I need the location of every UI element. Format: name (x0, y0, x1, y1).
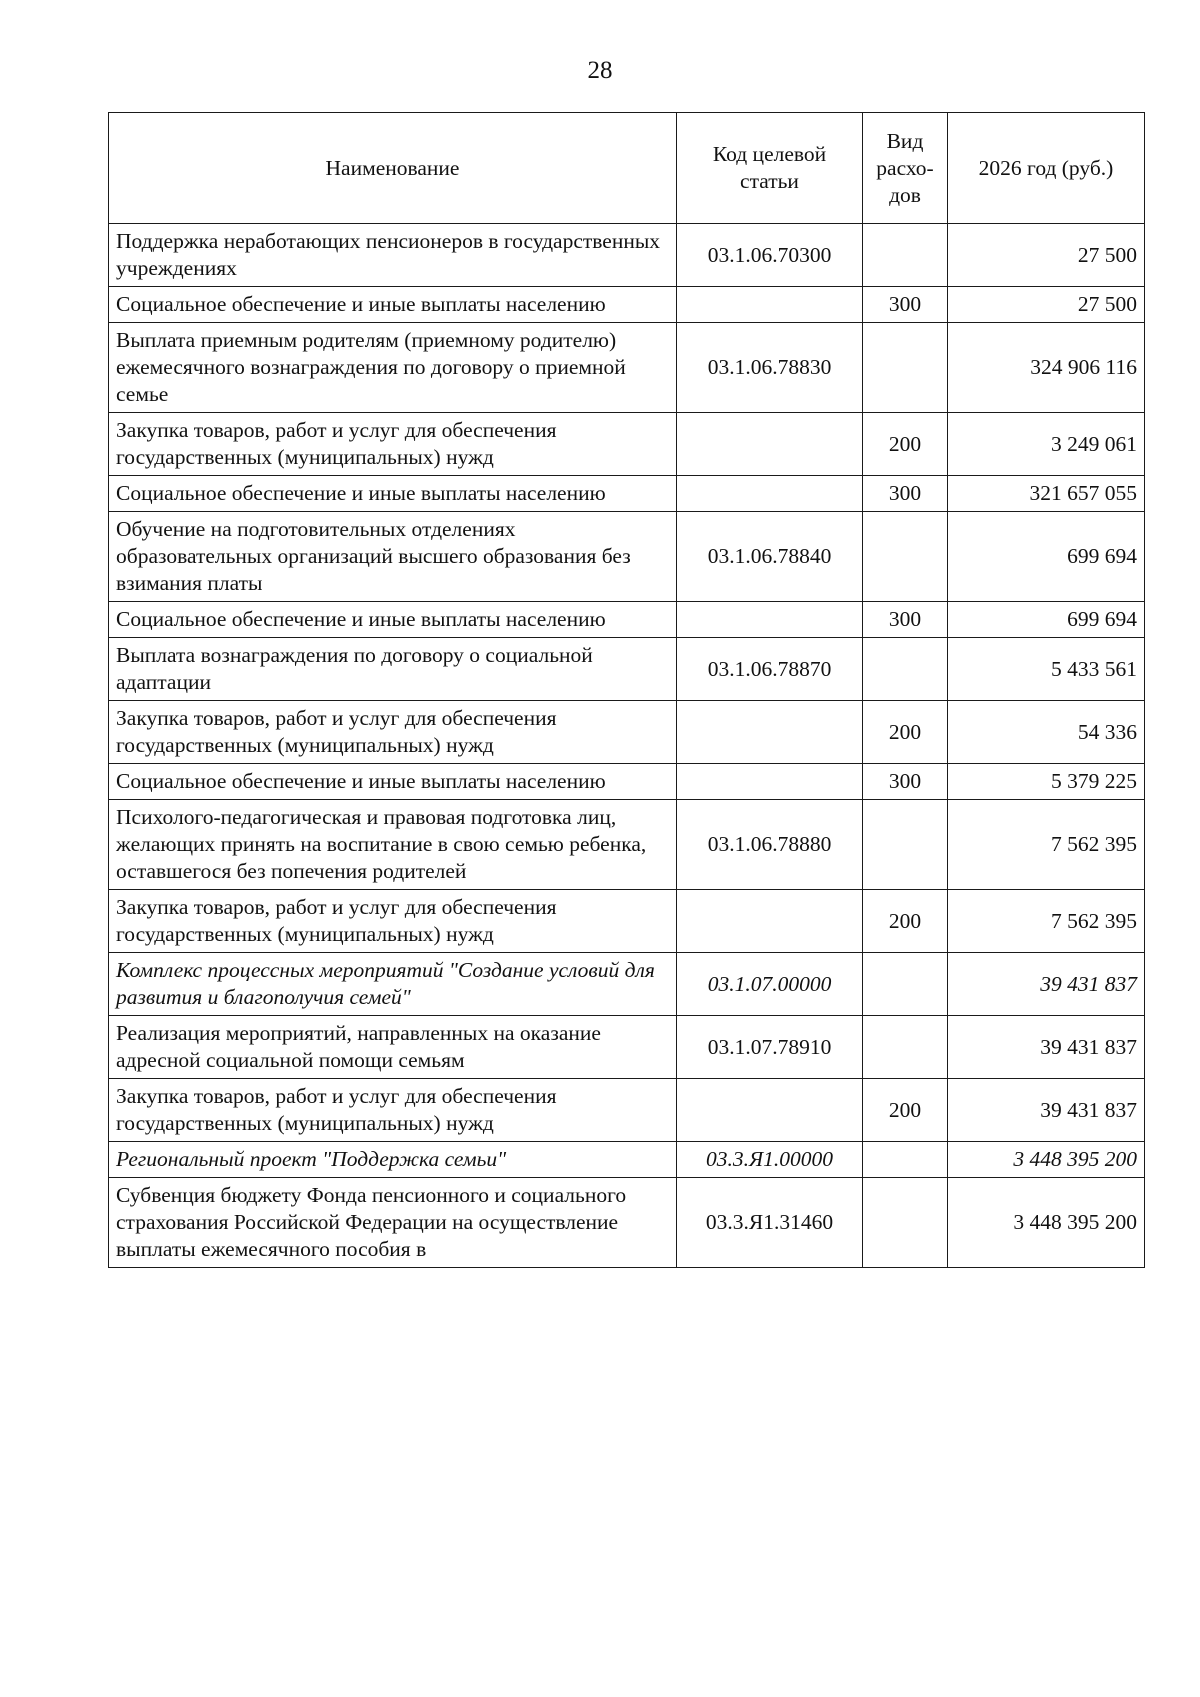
cell-code: 03.1.06.78840 (677, 512, 863, 602)
page-number: 28 (587, 57, 613, 84)
table-row (109, 1016, 1145, 1079)
cell-type: 200 (863, 413, 948, 476)
cell-name: Субвенция бюджету Фонда пенсионного и социального страхования Российской Федерации на осуществление выплаты ежемесячного пособия в (109, 1178, 677, 1268)
cell-type (863, 224, 948, 287)
table-row (109, 953, 1145, 1016)
cell-type: 300 (863, 476, 948, 512)
table-row (109, 1079, 1145, 1142)
cell-name: Социальное обеспечение и иные выплаты населению (109, 476, 677, 512)
header-row (109, 113, 1145, 224)
cell-name: Закупка товаров, работ и услуг для обеспечения государственных (муниципальных) нужд (109, 413, 677, 476)
cell-type (863, 323, 948, 413)
cell-name: Выплата вознаграждения по договору о социальной адаптации (109, 638, 677, 701)
cell-type (863, 512, 948, 602)
cell-name: Социальное обеспечение и иные выплаты населению (109, 764, 677, 800)
table-row (109, 1178, 1145, 1268)
cell-code: 03.1.06.78830 (677, 323, 863, 413)
cell-sum: 27 500 (948, 224, 1145, 287)
cell-type (863, 800, 948, 890)
cell-type (863, 953, 948, 1016)
cell-type: 300 (863, 764, 948, 800)
cell-name: Поддержка неработающих пенсионеров в государственных учреждениях (109, 224, 677, 287)
table-header (109, 113, 1145, 224)
cell-code (677, 701, 863, 764)
cell-type (863, 1142, 948, 1178)
cell-name: Социальное обеспечение и иные выплаты населению (109, 287, 677, 323)
cell-sum: 39 431 837 (948, 953, 1145, 1016)
cell-sum: 324 906 116 (948, 323, 1145, 413)
cell-type (863, 1016, 948, 1079)
cell-type: 300 (863, 287, 948, 323)
cell-type: 300 (863, 602, 948, 638)
header-name: Наименование (109, 113, 677, 224)
table-row (109, 800, 1145, 890)
cell-code (677, 602, 863, 638)
cell-type: 200 (863, 701, 948, 764)
cell-sum: 3 448 395 200 (948, 1142, 1145, 1178)
cell-name: Обучение на подготовительных отделениях образовательных организаций высшего образования без взимания платы (109, 512, 677, 602)
table-row (109, 602, 1145, 638)
cell-sum: 3 249 061 (948, 413, 1145, 476)
table-row (109, 701, 1145, 764)
cell-sum: 39 431 837 (948, 1016, 1145, 1079)
cell-name: Комплекс процессных мероприятий "Создание условий для развития и благополучия семей" (109, 953, 677, 1016)
cell-code (677, 764, 863, 800)
cell-code (677, 413, 863, 476)
cell-name: Закупка товаров, работ и услуг для обеспечения государственных (муниципальных) нужд (109, 701, 677, 764)
cell-code: 03.1.06.78870 (677, 638, 863, 701)
cell-code (677, 476, 863, 512)
cell-type: 200 (863, 890, 948, 953)
cell-name: Социальное обеспечение и иные выплаты населению (109, 602, 677, 638)
table-row (109, 413, 1145, 476)
cell-type (863, 1178, 948, 1268)
cell-code: 03.1.07.78910 (677, 1016, 863, 1079)
table-row (109, 512, 1145, 602)
table-row (109, 224, 1145, 287)
cell-name: Выплата приемным родителям (приемному родителю) ежемесячного вознаграждения по договору о приемной семье (109, 323, 677, 413)
table-row (109, 323, 1145, 413)
cell-sum: 699 694 (948, 512, 1145, 602)
cell-code (677, 890, 863, 953)
cell-sum: 5 379 225 (948, 764, 1145, 800)
cell-name: Закупка товаров, работ и услуг для обеспечения государственных (муниципальных) нужд (109, 890, 677, 953)
cell-sum: 321 657 055 (948, 476, 1145, 512)
cell-name: Психолого-педагогическая и правовая подготовка лиц, желающих принять на воспитание в свою семью ребенка, оставшегося без попечения родителей (109, 800, 677, 890)
cell-sum: 54 336 (948, 701, 1145, 764)
cell-code (677, 287, 863, 323)
cell-sum: 699 694 (948, 602, 1145, 638)
cell-name: Реализация мероприятий, направленных на оказание адресной социальной помощи семьям (109, 1016, 677, 1079)
cell-code: 03.1.06.70300 (677, 224, 863, 287)
header-sum: 2026 год (руб.) (948, 113, 1145, 224)
cell-sum: 5 433 561 (948, 638, 1145, 701)
cell-type (863, 638, 948, 701)
cell-sum: 3 448 395 200 (948, 1178, 1145, 1268)
table-row (109, 476, 1145, 512)
cell-name: Региональный проект "Поддержка семьи" (109, 1142, 677, 1178)
header-code: Код целевой статьи (677, 113, 863, 224)
table-row (109, 638, 1145, 701)
cell-code: 03.3.Я1.00000 (677, 1142, 863, 1178)
cell-code (677, 1079, 863, 1142)
header-type: Вид расхо-дов (863, 113, 948, 224)
cell-sum: 7 562 395 (948, 800, 1145, 890)
table-row (109, 287, 1145, 323)
budget-table (108, 112, 1145, 1268)
cell-sum: 27 500 (948, 287, 1145, 323)
table-row (109, 764, 1145, 800)
cell-name: Закупка товаров, работ и услуг для обеспечения государственных (муниципальных) нужд (109, 1079, 677, 1142)
cell-code: 03.3.Я1.31460 (677, 1178, 863, 1268)
table-body (109, 224, 1145, 1268)
table-row (109, 890, 1145, 953)
cell-code: 03.1.07.00000 (677, 953, 863, 1016)
table-row (109, 1142, 1145, 1178)
cell-sum: 39 431 837 (948, 1079, 1145, 1142)
cell-sum: 7 562 395 (948, 890, 1145, 953)
cell-type: 200 (863, 1079, 948, 1142)
cell-code: 03.1.06.78880 (677, 800, 863, 890)
